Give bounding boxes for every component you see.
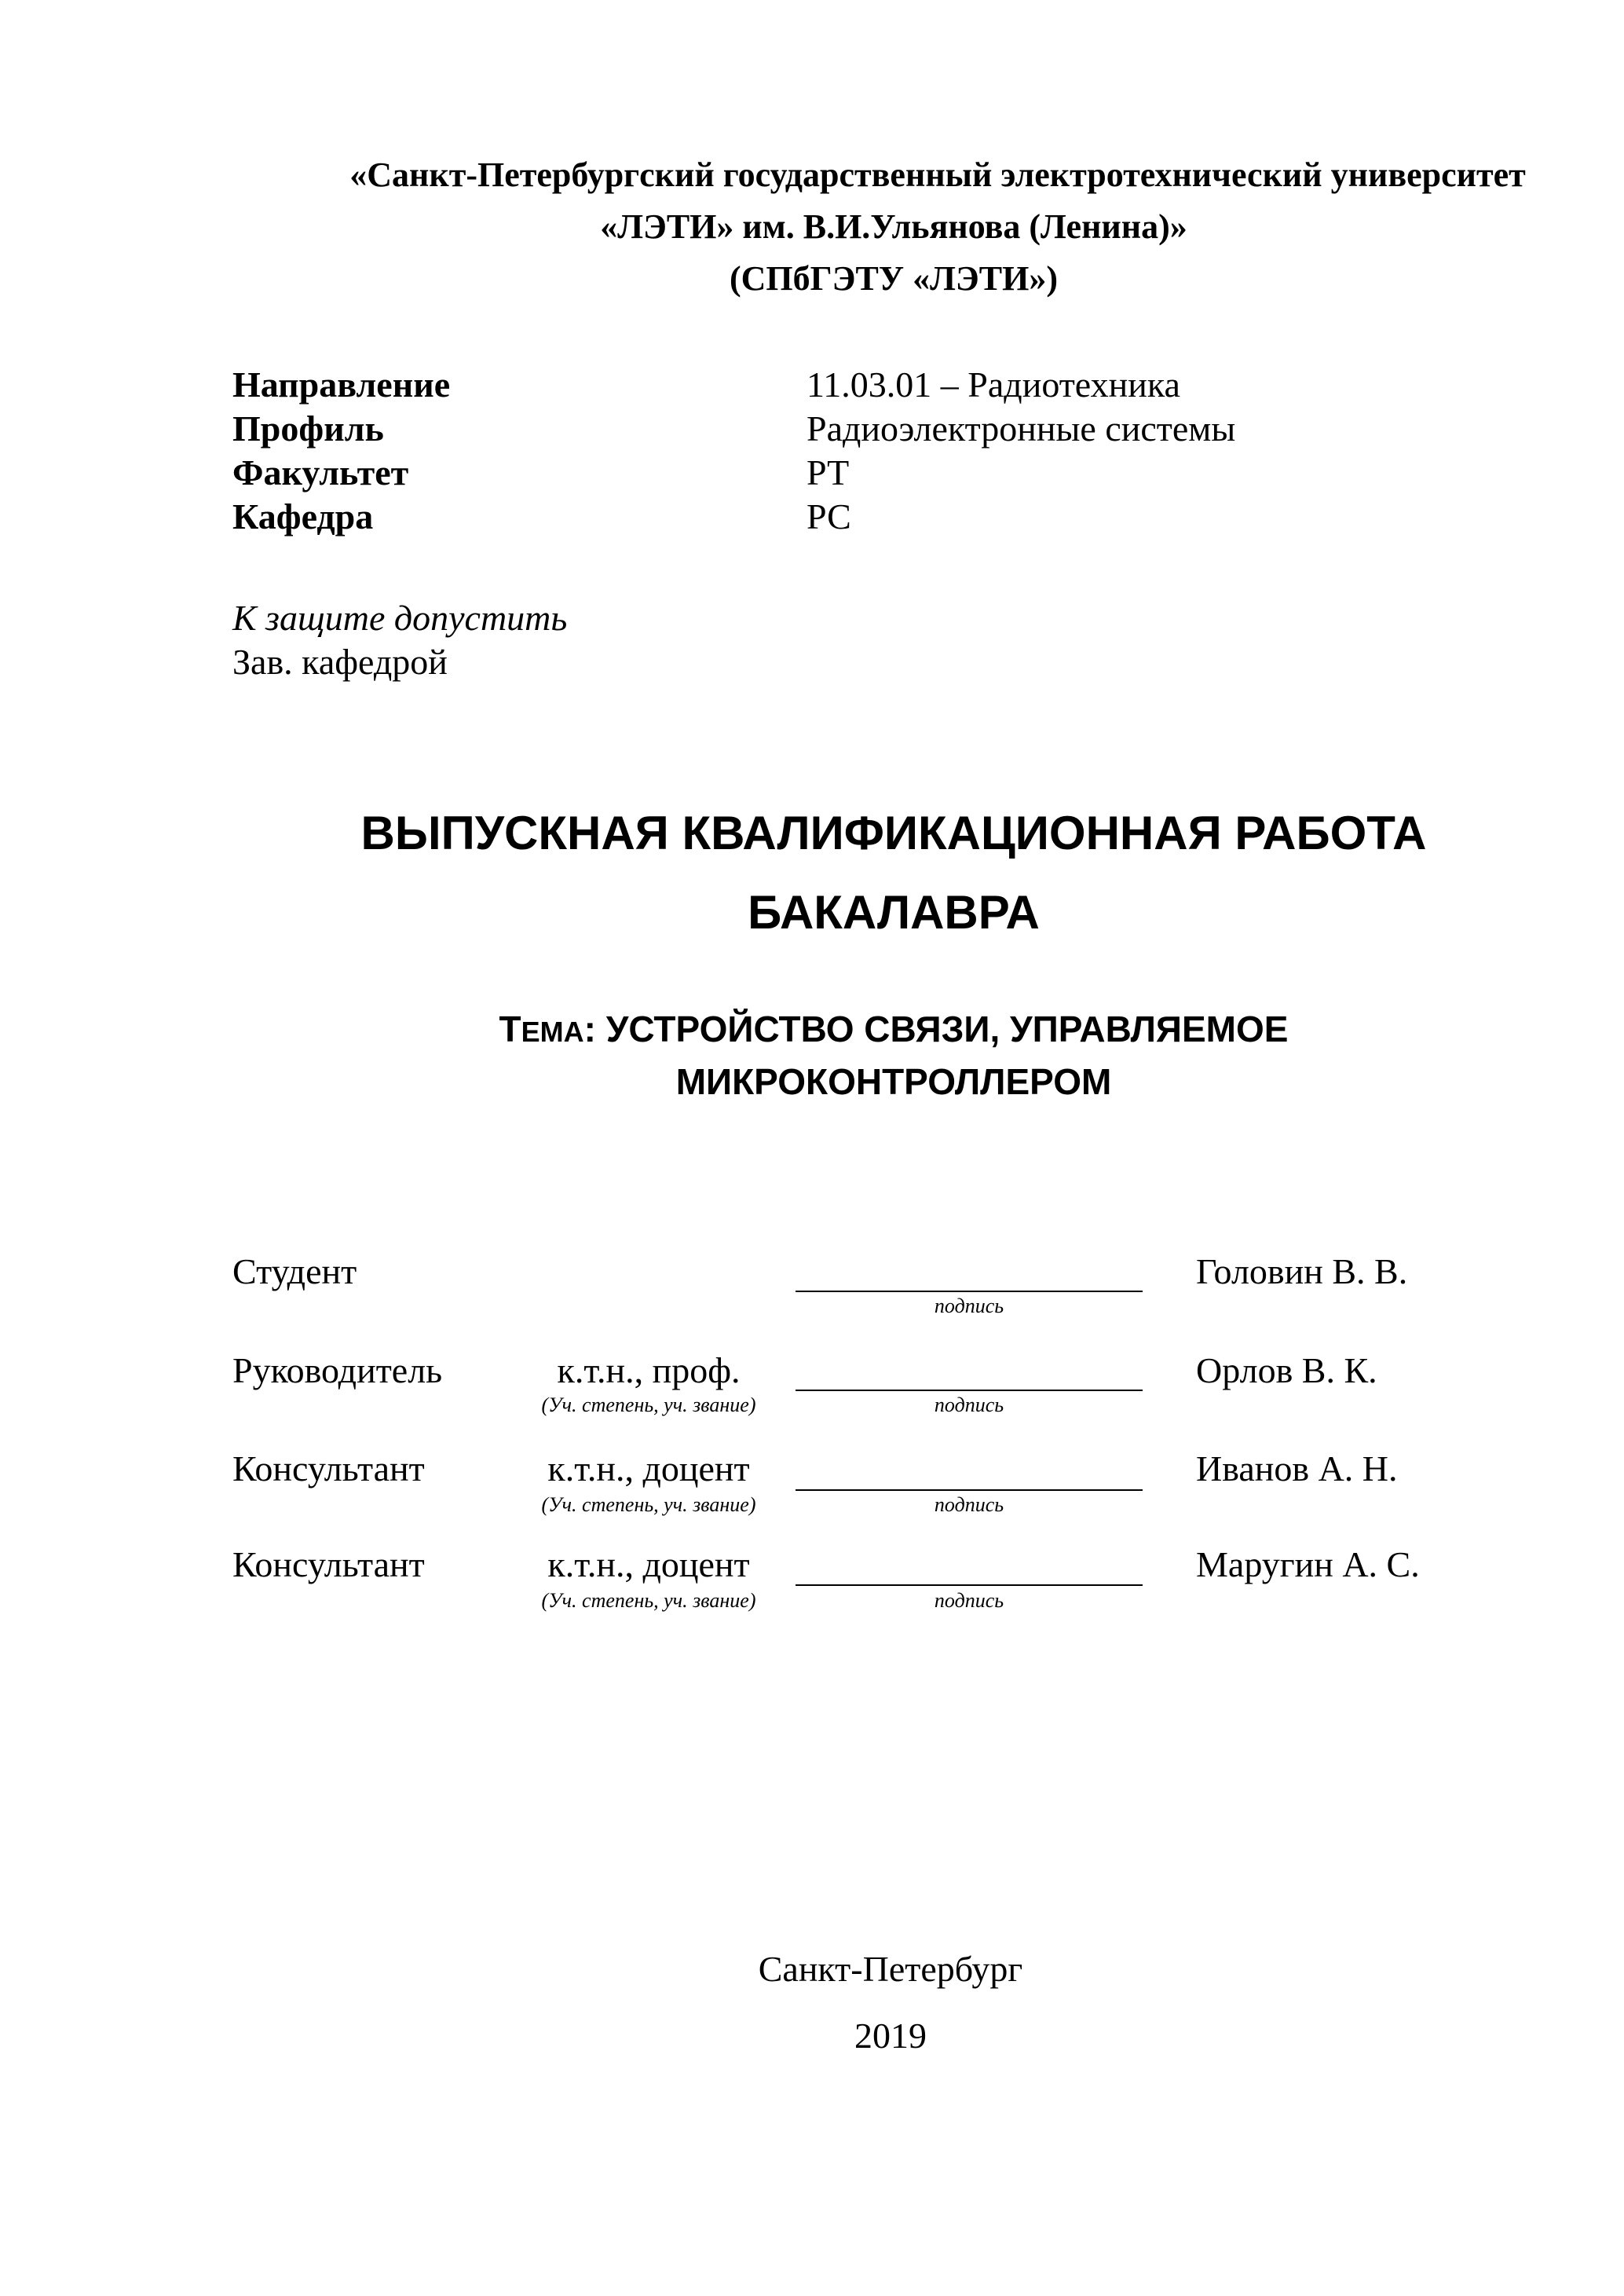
signature-line	[796, 1291, 1143, 1292]
info-label-department: Кафедра	[232, 496, 374, 536]
approval-admit: К защите допустить	[232, 598, 568, 638]
info-value-profile: Радиоэлектронные системы	[807, 408, 1236, 449]
info-label-direction: Направление	[232, 364, 451, 405]
sig-name-supervisor: Орлов В. К.	[1196, 1350, 1377, 1390]
info-label-faculty: Факультет	[232, 452, 409, 493]
info-value-faculty: РТ	[807, 452, 850, 493]
info-value-direction: 11.03.01 – Радиотехника	[807, 364, 1180, 405]
topic-line2: МИКРОКОНТРОЛЛЕРОМ	[675, 1061, 1112, 1102]
signature-caption: подпись	[934, 1393, 1004, 1416]
topic-prefix-colon: :	[583, 1009, 596, 1049]
sig-name-consultant-2: Маругин А. С.	[1196, 1544, 1420, 1584]
signature-line	[796, 1489, 1143, 1491]
degree-caption: (Уч. степень, уч. звание)	[541, 1393, 756, 1416]
university-name-line2: «ЛЭТИ» им. В.И.Ульянова (Ленина)»	[600, 207, 1187, 246]
work-title-line1: ВЫПУСКНАЯ КВАЛИФИКАЦИОННАЯ РАБОТА	[360, 807, 1427, 859]
degree-caption: (Уч. степень, уч. звание)	[541, 1589, 756, 1612]
signature-line	[796, 1584, 1143, 1586]
footer-year: 2019	[854, 2016, 927, 2056]
sig-degree-consultant-2: к.т.н., доцент	[547, 1544, 750, 1584]
sig-role-supervisor: Руководитель	[232, 1350, 443, 1390]
university-abbreviation: (СПбГЭТУ «ЛЭТИ»)	[730, 259, 1058, 298]
footer-city: Санкт-Петербург	[758, 1949, 1023, 1989]
sig-degree-supervisor: к.т.н., проф.	[557, 1350, 741, 1390]
signature-caption: подпись	[934, 1294, 1004, 1317]
work-title-line2: БАКАЛАВРА	[748, 886, 1040, 939]
signature-line	[796, 1390, 1143, 1391]
topic-line1	[82, 1008, 1624, 1050]
approval-head: Зав. кафедрой	[232, 642, 448, 682]
sig-role-consultant-1: Консультант	[232, 1448, 425, 1489]
sig-role-student: Студент	[232, 1251, 357, 1291]
sig-name-student: Головин В. В.	[1196, 1251, 1408, 1291]
info-value-department: РС	[807, 496, 851, 536]
topic-text-line1: УСТРОЙСТВО СВЯЗИ, УПРАВЛЯЕМОЕ	[605, 1009, 1289, 1049]
info-label-profile: Профиль	[232, 408, 384, 449]
sig-name-consultant-1: Иванов А. Н.	[1196, 1448, 1398, 1489]
sig-degree-consultant-1: к.т.н., доцент	[547, 1448, 750, 1489]
signature-caption: подпись	[934, 1589, 1004, 1612]
university-name-line1: «Санкт-Петербургский государственный электротехнический университет	[349, 156, 1526, 194]
signature-caption: подпись	[934, 1493, 1004, 1516]
sig-role-consultant-2: Консультант	[232, 1544, 425, 1584]
topic-prefix-first: Т	[499, 1009, 521, 1049]
topic-prefix-rest: ЕМА	[521, 1016, 584, 1048]
degree-caption: (Уч. степень, уч. звание)	[541, 1493, 756, 1516]
